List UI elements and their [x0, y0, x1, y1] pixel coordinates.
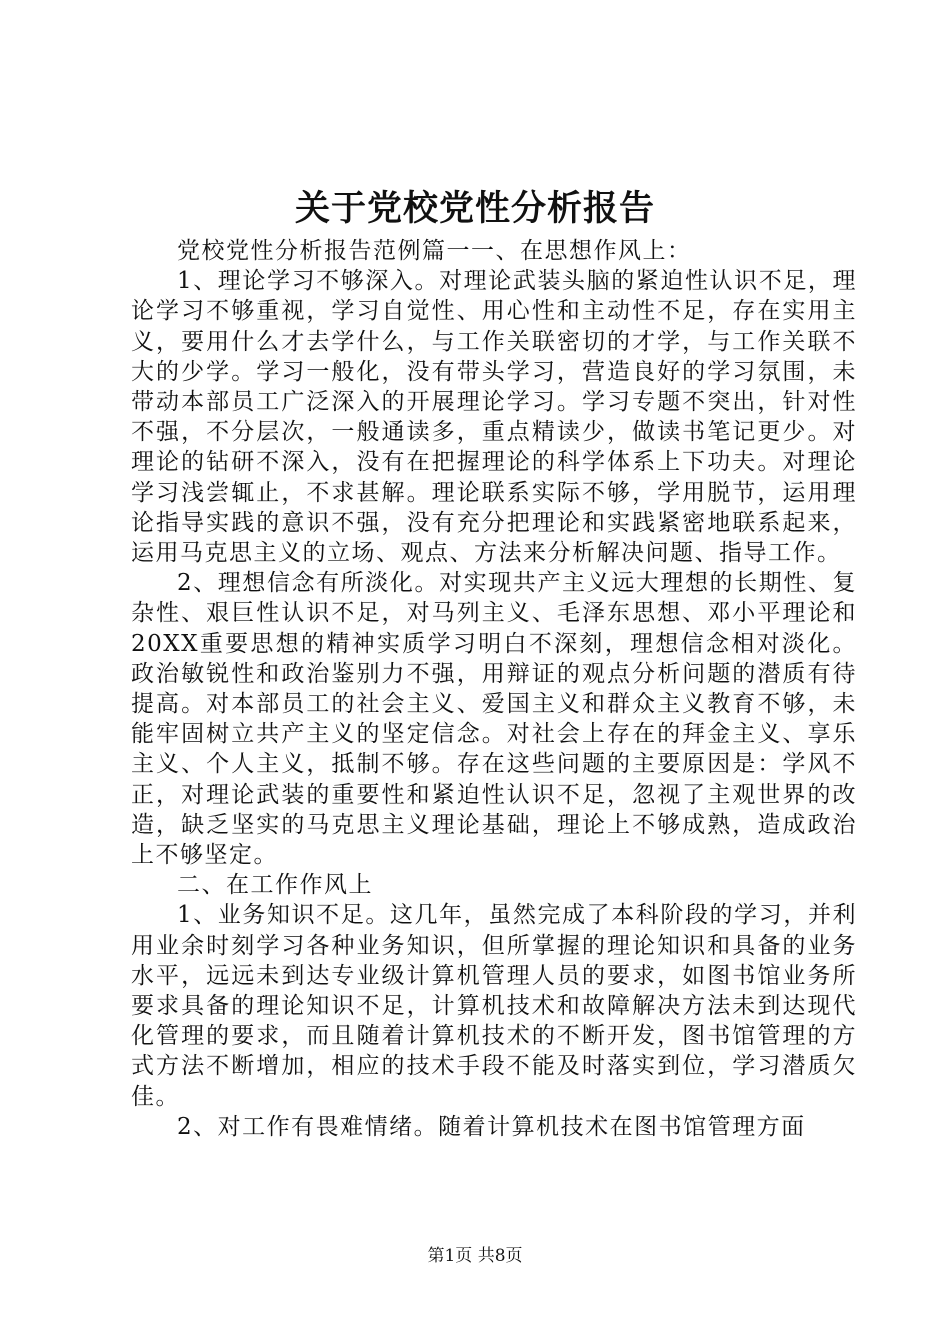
section-heading-work-style: 二、在工作作风上	[177, 872, 373, 899]
paragraph-intro: 党校党性分析报告范例篇一一、在思想作风上：	[177, 238, 692, 264]
document-body	[131, 236, 857, 1142]
document-title: 关于党校党性分析报告	[294, 188, 655, 229]
paragraph-ideals-belief: 2、理想信念有所淡化。对实现共产主义远大理想的长期性、复杂性、艰巨性认识不足，对马列主义、毛泽东思想、邓小平理论和20XX重要思想的精神实质学习明白不深刻，理想信念相对淡化。政治敏锐性和政治鉴别力不强，用辩证的观点分析问题的潜质有待提高。对本部员工的社会主义、爱国主义和群众主义教育不够，未能牢固树立共产主义的坚定信念。对社会上存在的拜金主义、享乐主义、个人主义，抵制不够。存在这些问题的主要原因是：学风不正，对理论武装的重要性和紧迫性认识不足，忽视了主观世界的改造，缺乏坚实的马克思主义理论基础，理论上不够成熟，造成政治上不够坚定。	[131, 570, 857, 869]
paragraph-business-knowledge: 1、业务知识不足。这几年，虽然完成了本科阶段的学习，并利用业余时刻学习各种业务知识，但所掌握的理论知识和具备的业务水平，远远未到达专业级计算机管理人员的要求，如图书馆业务所要求具备的理论知识不足，计算机技术和故障解决方法未到达现代化管理的要求，而且随着计算机技术的不断开发，图书馆管理的方式方法不断增加，相应的技术手段不能及时落实到位，学习潜质欠佳。	[131, 902, 857, 1110]
page-number-footer: 第1页 共8页	[427, 1246, 523, 1266]
paragraph-work-reluctance: 2、对工作有畏难情绪。随着计算机技术在图书馆管理方面	[177, 1113, 806, 1140]
paragraph-theory-study: 1、理论学习不够深入。对理论武装头脑的紧迫性认识不足，理论学习不够重视，学习自觉性、用心性和主动性不足，存在实用主义，要用什么才去学什么，与工作关联密切的才学，与工作关联不大的少学。学习一般化，没有带头学习，营造良好的学习氛围，未带动本部员工广泛深入的开展理论学习。学习专题不突出，针对性不强，不分层次，一般通读多，重点精读少，做读书笔记更少。对理论的钻研不深入，没有在把握理论的科学体系上下功夫。对理论学习浅尝辄止，不求甚解。理论联系实际不够，学用脱节，运用理论指导实践的意识不强，没有充分把理论和实践紧密地联系起来，运用马克思主义的立场、观点、方法来分析解决问题、指导工作。	[131, 268, 857, 567]
